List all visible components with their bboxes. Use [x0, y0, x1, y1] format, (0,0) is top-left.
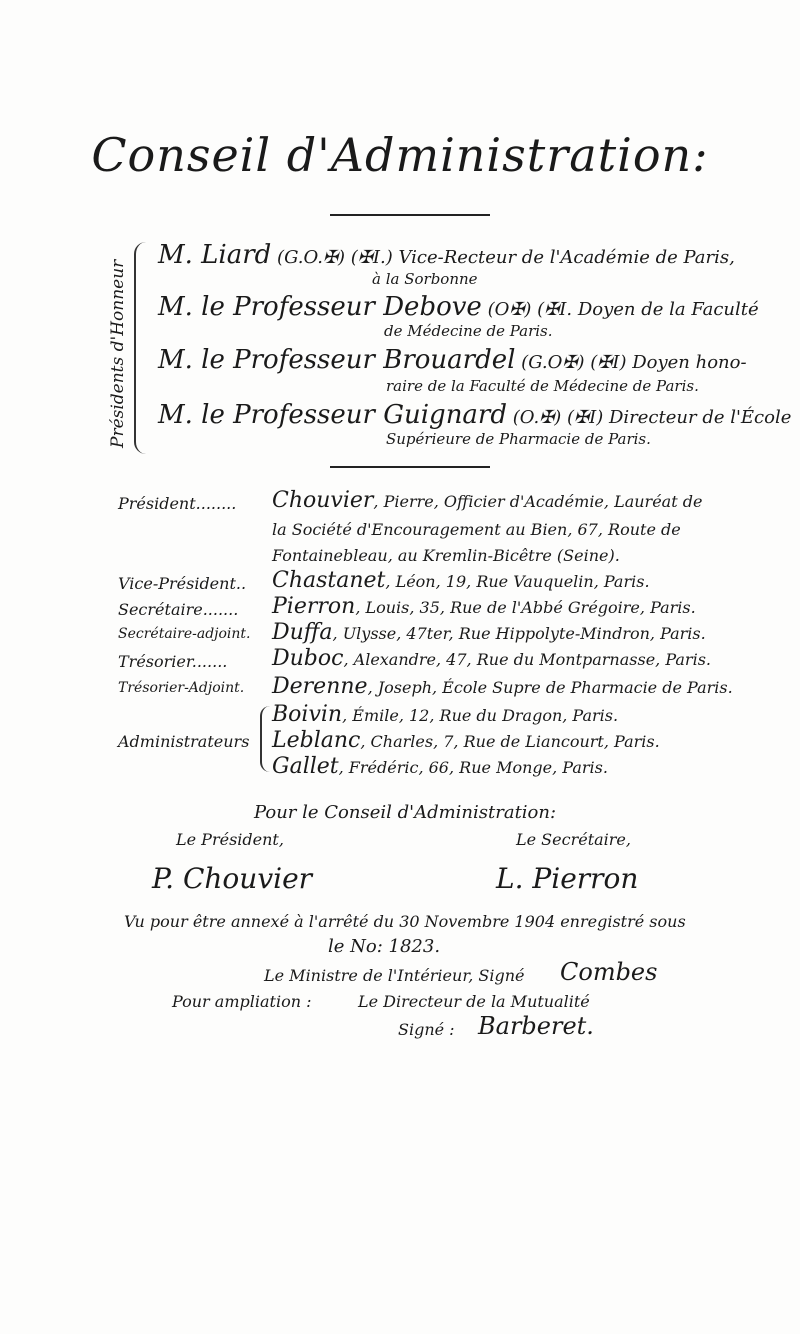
honorary-details-4: (O.✠) (✠I) Directeur de l'École — [512, 407, 792, 428]
president-cont-1: la Société d'Encouragement au Bien, 67, Route de — [272, 520, 681, 539]
honorary-line-2 — [158, 292, 759, 322]
assistant-secretary-label: Secrétaire-adjoint. — [118, 626, 251, 642]
secretary-name: Pierron — [272, 594, 356, 619]
director-signature: Barberet. — [478, 1012, 594, 1040]
administrators-label: Administrateurs — [118, 732, 250, 751]
administrator-entry-1 — [272, 702, 618, 727]
page-title: Conseil d'Administration: — [91, 128, 709, 182]
annex-line-2: le No: 1823. — [328, 936, 441, 957]
administrator-name-3: Gallet — [272, 754, 339, 779]
assistant-secretary-name: Duffa — [272, 620, 333, 645]
president-signature: P. Chouvier — [152, 862, 313, 895]
assistant-secretary-entry — [272, 620, 706, 645]
secretary-details: , Louis, 35, Rue de l'Abbé Grégoire, Paris. — [355, 598, 696, 617]
president-entry — [272, 488, 702, 513]
secretary-sign-label: Le Secrétaire, — [516, 830, 631, 849]
honorary-presidents-label: Présidents d'Honneur — [108, 259, 128, 448]
vice-president-name: Chastanet — [272, 568, 386, 593]
treasurer-name: Duboc — [272, 646, 344, 671]
president-name: Chouvier — [272, 488, 374, 513]
administrator-name-1: Boivin — [272, 702, 343, 727]
ampliation-label: Pour ampliation : — [172, 992, 312, 1011]
vice-president-label: Vice-Président.. — [118, 574, 247, 593]
minister-line: Le Ministre de l'Intérieur, Signé — [264, 966, 525, 985]
honorary-details-3: (G.O✠) (✠I) Doyen hono- — [521, 352, 747, 373]
assistant-secretary-details: , Ulysse, 47ter, Rue Hippolyte-Mindron, Paris. — [332, 624, 706, 643]
honorary-presidents-group — [96, 238, 156, 458]
closing-heading: Pour le Conseil d'Administration: — [254, 802, 557, 823]
president-label: Président........ — [118, 494, 237, 513]
assistant-treasurer-entry — [272, 674, 733, 699]
annex-line-1: Vu pour être annexé à l'arrêté du 30 Novembre 1904 enregistré sous — [124, 912, 686, 931]
director-line: Le Directeur de la Mutualité — [358, 992, 590, 1011]
honorary-line-4 — [158, 400, 791, 430]
president-details: , Pierre, Officier d'Académie, Lauréat de — [373, 492, 703, 511]
assistant-treasurer-details: , Joseph, École Supre de Pharmacie de Paris. — [367, 678, 733, 697]
president-cont-2: Fontainebleau, au Kremlin-Bicêtre (Seine). — [272, 546, 620, 565]
president-sign-label: Le Président, — [176, 830, 284, 849]
secretary-label: Secrétaire....... — [118, 600, 239, 619]
honorary-cont-3: raire de la Faculté de Médecine de Paris. — [386, 377, 699, 395]
vice-president-entry — [272, 568, 650, 593]
assistant-treasurer-name: Derenne — [272, 674, 368, 699]
assistant-treasurer-label: Trésorier-Adjoint. — [118, 680, 245, 696]
treasurer-details: , Alexandre, 47, Rue du Montparnasse, Paris. — [343, 650, 711, 669]
administrator-details-3: , Frédéric, 66, Rue Monge, Paris. — [338, 758, 608, 777]
secretary-entry — [272, 594, 696, 619]
treasurer-entry — [272, 646, 711, 671]
administrator-name-2: Leblanc — [272, 728, 361, 753]
honorary-name-2: M. le Professeur Debove — [158, 292, 482, 322]
honorary-cont-1: à la Sorbonne — [372, 270, 478, 288]
divider-middle — [330, 466, 490, 468]
administrator-entry-2 — [272, 728, 660, 753]
honorary-line-3 — [158, 345, 747, 375]
signed-label: Signé : — [398, 1020, 455, 1039]
divider-top — [330, 214, 490, 216]
honorary-details-2: (O✠) (✠I. Doyen de la Faculté — [487, 299, 759, 320]
honorary-details-1: (G.O.✠) (✠I.) Vice-Recteur de l'Académie de Paris, — [277, 247, 735, 268]
honorary-name-3: M. le Professeur Brouardel — [158, 345, 516, 375]
honorary-name-4: M. le Professeur Guignard — [158, 400, 508, 430]
vice-president-details: , Léon, 19, Rue Vauquelin, Paris. — [385, 572, 650, 591]
honorary-name-1: M. Liard — [158, 240, 272, 270]
honorary-line-1 — [158, 240, 735, 270]
administrator-entry-3 — [272, 754, 608, 779]
honorary-brace — [134, 242, 152, 454]
honorary-cont-2: de Médecine de Paris. — [384, 322, 553, 340]
administrators-brace — [260, 706, 272, 772]
honorary-cont-4: Supérieure de Pharmacie de Paris. — [386, 430, 651, 448]
secretary-signature: L. Pierron — [496, 862, 639, 895]
administrator-details-1: , Émile, 12, Rue du Dragon, Paris. — [342, 706, 619, 725]
treasurer-label: Trésorier....... — [118, 652, 228, 671]
administrator-details-2: , Charles, 7, Rue de Liancourt, Paris. — [360, 732, 660, 751]
minister-signature: Combes — [560, 958, 658, 986]
